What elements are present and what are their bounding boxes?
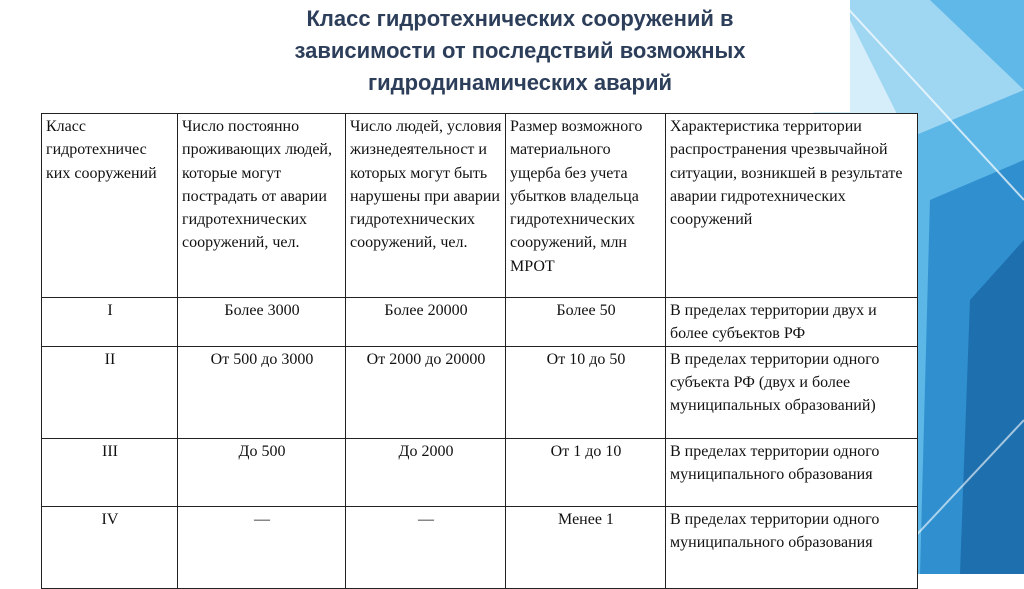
- table-cell: От 2000 до 20000: [346, 346, 506, 438]
- header-cell: Размер возможного материального ущерба без учета убытков владельца гидротехнических сооружений, млн МРОТ: [506, 114, 666, 298]
- header-cell: Число постоянно проживающих людей, которые могут пострадать от аварии гидротехнических сооружений, чел.: [178, 114, 346, 298]
- table-cell: От 1 до 10: [506, 438, 666, 506]
- table-header-row: [42, 114, 918, 298]
- header-cell: Класс гидротехничес ких сооружений: [42, 114, 178, 298]
- table-cell: —: [346, 506, 506, 588]
- table-cell: II: [42, 346, 178, 438]
- table-cell: В пределах территории одного муниципального образования: [666, 438, 918, 506]
- title-line-2: зависимости от последствий возможных: [294, 38, 746, 63]
- classification-table: [41, 113, 918, 589]
- header-cell: Характеристика территории распространения чрезвычайной ситуации, возникшей в результате аварии гидротехнических сооружений: [666, 114, 918, 298]
- header-cell: Число людей, условия жизнедеятельност и которых могут быть нарушены при аварии гидротехнических сооружений, чел.: [346, 114, 506, 298]
- table-cell: До 2000: [346, 438, 506, 506]
- table-cell: В пределах территории двух и более субъектов РФ: [666, 298, 918, 347]
- table-cell: III: [42, 438, 178, 506]
- table-row: [42, 438, 918, 506]
- table-cell: До 500: [178, 438, 346, 506]
- table-cell: Более 20000: [346, 298, 506, 347]
- table-row: [42, 346, 918, 438]
- table-row: [42, 298, 918, 347]
- table-cell: Более 3000: [178, 298, 346, 347]
- table-cell: От 500 до 3000: [178, 346, 346, 438]
- table-row: [42, 506, 918, 588]
- table-cell: Более 50: [506, 298, 666, 347]
- slide-title: [190, 3, 850, 99]
- table-cell: В пределах территории одного субъекта РФ (двух и более муниципальных образований): [666, 346, 918, 438]
- table-cell: Менее 1: [506, 506, 666, 588]
- table-cell: В пределах территории одного муниципального образования: [666, 506, 918, 588]
- title-line-3: гидродинамических аварий: [367, 70, 673, 95]
- table-cell: I: [42, 298, 178, 347]
- title-line-1: Класс гидротехнических сооружений в: [306, 6, 734, 31]
- table-cell: IV: [42, 506, 178, 588]
- table-cell: От 10 до 50: [506, 346, 666, 438]
- table-cell: —: [178, 506, 346, 588]
